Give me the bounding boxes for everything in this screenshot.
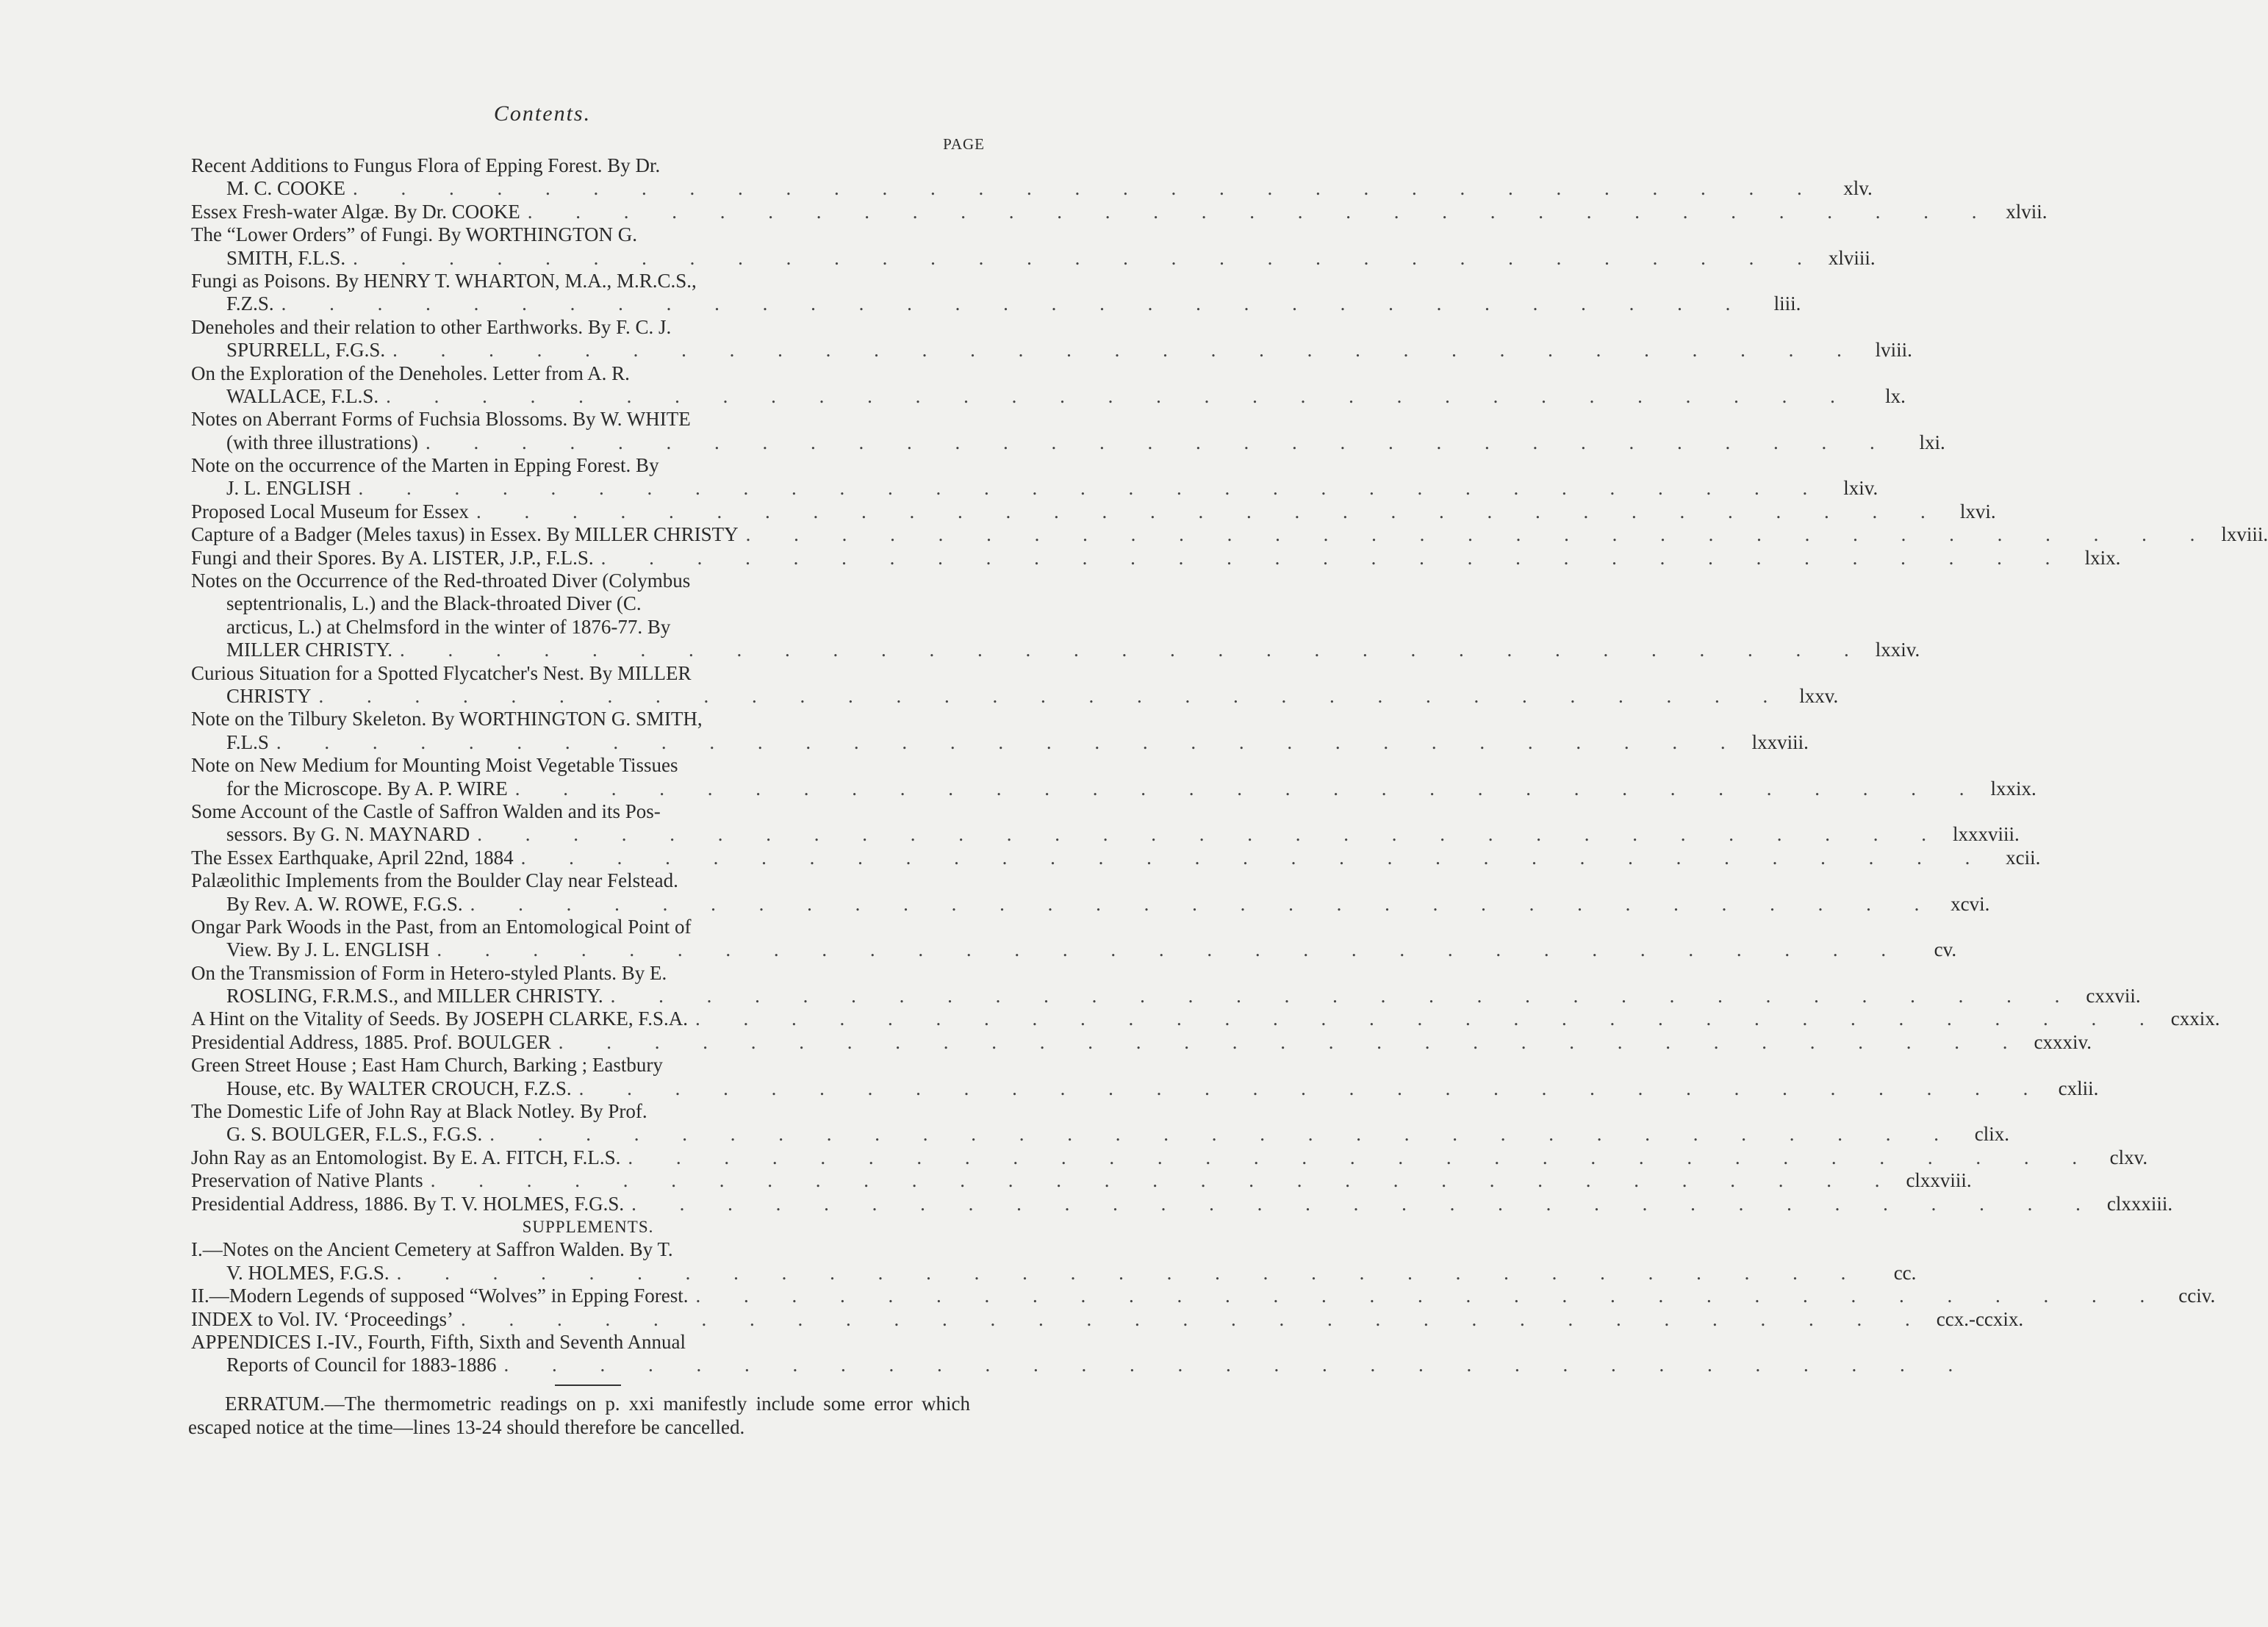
entry-page-number: lxviii. bbox=[2221, 523, 2268, 546]
entry-text: Recent Additions to Fungus Flora of Epping Forest. By Dr. bbox=[191, 154, 661, 176]
toc-line bbox=[191, 223, 985, 246]
toc-line bbox=[191, 616, 985, 639]
entry-text: Preservation of Native Plants bbox=[191, 1169, 423, 1192]
toc-entry bbox=[191, 754, 2036, 800]
entry-text: Deneholes and their relation to other Earthworks. By F. C. J. bbox=[191, 315, 672, 338]
toc-entry bbox=[191, 315, 1912, 362]
dot-leader: . . . . . . . . . . . . . . . . . . . . . . . . . . . . . . . bbox=[392, 339, 1861, 362]
toc-line bbox=[191, 339, 1912, 362]
toc-entry bbox=[191, 1100, 2009, 1146]
contents-entries bbox=[191, 154, 2268, 1215]
dot-leader: . . . . . . . . . . . . . . . . . . . . . . . . . . . . . . . bbox=[477, 823, 1946, 846]
toc-entry bbox=[191, 269, 1801, 316]
supplements-heading: SUPPLEMENTS. bbox=[522, 1217, 654, 1236]
entry-page-number: lxi. bbox=[1919, 431, 1945, 453]
entry-page-number: lxix. bbox=[2084, 546, 2121, 569]
entry-page-number: cc. bbox=[1893, 1261, 1917, 1284]
toc-line bbox=[191, 846, 2041, 869]
toc-line bbox=[191, 869, 985, 892]
toc-line bbox=[191, 292, 1801, 315]
dot-leader: . . . . . . . . . . . . . . . . . . . . . . . . . . . . . . . bbox=[578, 1077, 2048, 1099]
dot-leader: . . . . . . . . . . . . . . . . . . . . . . . . . . . . . . . bbox=[600, 546, 2070, 569]
entry-text: WALLACE, F.L.S. bbox=[226, 384, 379, 407]
entry-page-number: cxxvii. bbox=[2086, 985, 2141, 1008]
toc-entry bbox=[191, 1330, 1973, 1377]
dot-leader: . . . . . . . . . . . . . . . . . . . . . . . . . . . . . . . bbox=[437, 938, 1906, 961]
toc-line bbox=[191, 1354, 1973, 1376]
dot-leader: . . . . . . . . . . . . . . . . . . . . . . . . . . . . . . . bbox=[281, 292, 1750, 315]
toc-entry bbox=[191, 915, 1957, 962]
toc-line bbox=[191, 730, 1809, 754]
toc-line bbox=[191, 1238, 985, 1261]
toc-line bbox=[191, 154, 985, 177]
entry-page-number: xlviii. bbox=[1828, 246, 1876, 269]
entry-text: sessors. By G. N. MAYNARD bbox=[226, 823, 470, 846]
toc-entry bbox=[191, 362, 1906, 409]
dot-leader: . . . . . . . . . . . . . . . . . . . . . . . . . . . . . . . bbox=[318, 684, 1787, 707]
toc-entry bbox=[191, 961, 2141, 1008]
toc-entry bbox=[191, 1307, 2024, 1331]
dot-leader: . . . . . . . . . . . . . . . . . . . . . . . . . . . . . . . bbox=[520, 846, 1989, 869]
dot-leader: . . . . . . . . . . . . . . . . . . . . . . . . . . . . . . . bbox=[353, 177, 1821, 200]
toc-entry bbox=[191, 1146, 2148, 1169]
toc-entry bbox=[191, 200, 2048, 223]
toc-entry bbox=[191, 154, 1873, 201]
toc-line bbox=[191, 892, 1990, 916]
toc-entry bbox=[191, 408, 1945, 454]
entry-page-number: cxxix. bbox=[2170, 1008, 2220, 1030]
entry-text: Presidential Address, 1886. By T. V. HOLMES, F.G.S. bbox=[191, 1192, 625, 1215]
entry-text: House, etc. By WALTER CROUCH, F.Z.S. bbox=[226, 1077, 572, 1099]
entry-text: Notes on the Occurrence of the Red-throated Diver (Colymbus bbox=[191, 570, 691, 592]
entry-text: INDEX to Vol. IV. ‘Proceedings’ bbox=[191, 1307, 453, 1330]
toc-line bbox=[191, 523, 2268, 546]
dot-leader: . . . . . . . . . . . . . . . . . . . . . . . . . . . . . . . bbox=[358, 477, 1827, 500]
dot-leader: . . . . . . . . . . . . . . . . . . . . . . . . . . . . . . . bbox=[430, 1169, 1899, 1192]
dot-leader: . . . . . . . . . . . . . . . . . . . . . . . . . . . . . . . bbox=[631, 1192, 2100, 1215]
page-column-label: PAGE bbox=[943, 135, 985, 153]
entry-text: F.L.S bbox=[226, 730, 269, 753]
entry-text: Proposed Local Museum for Essex bbox=[191, 500, 469, 522]
toc-line bbox=[191, 938, 1957, 961]
dot-leader: . . . . . . . . . . . . . . . . . . . . . . . . . . . . . . . bbox=[514, 777, 1984, 800]
entry-page-number: cciv. bbox=[2178, 1285, 2216, 1307]
entry-page-number: xlvii. bbox=[2006, 200, 2048, 223]
entry-text: (with three illustrations) bbox=[226, 431, 418, 453]
toc-line bbox=[191, 570, 985, 592]
entry-text: The “Lower Orders” of Fungi. By WORTHINGTON G. bbox=[191, 223, 638, 246]
page-heading: Contents. bbox=[493, 101, 592, 126]
entry-text: septentrionalis, L.) and the Black-throated Diver (C. bbox=[226, 592, 642, 615]
toc-line bbox=[191, 916, 985, 938]
toc-entry bbox=[191, 708, 1809, 754]
toc-line bbox=[191, 408, 985, 431]
toc-entry bbox=[191, 570, 1920, 662]
toc-entry bbox=[191, 1192, 2173, 1215]
entry-text: Presidential Address, 1885. Prof. BOULGER bbox=[191, 1030, 551, 1053]
dot-leader: . . . . . . . . . . . . . . . . . . . . . . . . . . . . . . . bbox=[695, 1285, 2164, 1307]
entry-page-number: lxxv. bbox=[1799, 684, 1839, 707]
entry-page-number: liii. bbox=[1773, 292, 1801, 315]
toc-entry bbox=[191, 800, 2020, 847]
toc-line bbox=[191, 454, 985, 477]
toc-line bbox=[191, 200, 2048, 223]
toc-line bbox=[191, 1008, 2220, 1030]
entry-text: Reports of Council for 1883-1886 bbox=[226, 1354, 497, 1376]
toc-entry bbox=[191, 546, 2121, 570]
toc-line bbox=[191, 592, 985, 615]
entry-text: Essex Fresh-water Algæ. By Dr. COOKE bbox=[191, 200, 520, 223]
toc-line bbox=[191, 708, 985, 730]
toc-line bbox=[191, 362, 985, 385]
toc-entry bbox=[191, 500, 1996, 523]
dot-leader: . . . . . . . . . . . . . . . . . . . . . . . . . . . . . . . bbox=[558, 1030, 2027, 1053]
toc-line bbox=[191, 684, 1839, 708]
entry-text: I.—Notes on the Ancient Cemetery at Saffron Walden. By T. bbox=[191, 1238, 673, 1261]
toc-entry bbox=[191, 846, 2041, 869]
toc-line bbox=[191, 500, 1996, 523]
entry-page-number: lxvi. bbox=[1959, 500, 1996, 522]
toc-line bbox=[191, 546, 2121, 570]
entry-text: View. By J. L. ENGLISH bbox=[226, 938, 430, 961]
entry-text: Notes on Aberrant Forms of Fuchsia Blossoms. By W. WHITE bbox=[191, 408, 691, 431]
entry-page-number: lxxiv. bbox=[1875, 639, 1920, 661]
toc-line bbox=[191, 1077, 2099, 1100]
entry-page-number: cxxxiv. bbox=[2034, 1030, 2092, 1053]
toc-line bbox=[191, 1030, 2092, 1054]
entry-page-number: cv. bbox=[1934, 938, 1957, 961]
entry-text: Fungi and their Spores. By A. LISTER, J.P., F.L.S. bbox=[191, 546, 594, 569]
entry-page-number: clix. bbox=[1974, 1123, 2009, 1146]
toc-entry bbox=[191, 869, 1990, 916]
toc-line bbox=[191, 384, 1906, 408]
toc-entry bbox=[191, 454, 1878, 500]
dot-leader: . . . . . . . . . . . . . . . . . . . . . . . . . . . . . . . bbox=[745, 523, 2214, 546]
entry-text: The Essex Earthquake, April 22nd, 1884 bbox=[191, 846, 514, 869]
entry-text: SPURRELL, F.G.S. bbox=[226, 339, 386, 362]
toc-line bbox=[191, 1146, 2148, 1169]
dot-leader: . . . . . . . . . . . . . . . . . . . . . . . . . . . . . . . bbox=[527, 200, 1996, 223]
entry-text: G. S. BOULGER, F.L.S., F.G.S. bbox=[226, 1123, 483, 1146]
entry-text: The Domestic Life of John Ray at Black Notley. By Prof. bbox=[191, 1100, 647, 1123]
dot-leader: . . . . . . . . . . . . . . . . . . . . . . . . . . . . . . . bbox=[400, 639, 1868, 661]
dot-leader: . . . . . . . . . . . . . . . . . . . . . . . . . . . . . . . bbox=[610, 985, 2079, 1008]
dot-leader: . . . . . . . . . . . . . . . . . . . . . . . . . . . . . . . bbox=[386, 384, 1854, 407]
dot-leader: . . . . . . . . . . . . . . . . . . . . . . . . . . . . . . . bbox=[695, 1008, 2164, 1030]
entry-page-number: lxxviii. bbox=[1751, 730, 1809, 753]
toc-line bbox=[191, 777, 2036, 800]
toc-line bbox=[191, 800, 985, 823]
entry-text: APPENDICES I.-IV., Fourth, Fifth, Sixth and Seventh Annual bbox=[191, 1330, 686, 1353]
toc-entry bbox=[191, 661, 1839, 708]
entry-page-number: lx. bbox=[1885, 384, 1906, 407]
entry-text: Palæolithic Implements from the Boulder Clay near Felstead. bbox=[191, 869, 678, 892]
dot-leader: . . . . . . . . . . . . . . . . . . . . . . . . . . . . . . . bbox=[470, 892, 1939, 915]
entry-text: SMITH, F.L.S. bbox=[226, 246, 346, 269]
toc-line bbox=[191, 639, 1920, 661]
entry-text: Note on the Tilbury Skeleton. By WORTHINGTON G. SMITH, bbox=[191, 708, 703, 730]
toc-line bbox=[191, 1331, 985, 1354]
toc-entry bbox=[191, 1030, 2092, 1054]
entry-page-number: lxxxviii. bbox=[1953, 823, 2020, 846]
toc-entry bbox=[191, 223, 1876, 270]
dot-leader: . . . . . . . . . . . . . . . . . . . . . . . . . . . . . . . bbox=[476, 500, 1945, 522]
dot-leader: . . . . . . . . . . . . . . . . . . . . . . . . . . . . . . . bbox=[425, 431, 1894, 453]
toc-line bbox=[191, 1054, 985, 1077]
entry-text: John Ray as an Entomologist. By E. A. FITCH, F.L.S. bbox=[191, 1146, 621, 1168]
entry-text: By Rev. A. W. ROWE, F.G.S. bbox=[226, 892, 463, 915]
toc-entry bbox=[191, 1238, 1917, 1285]
entry-text: Fungi as Poisons. By HENRY T. WHARTON, M.A., M.R.C.S., bbox=[191, 269, 697, 292]
dot-leader: . . . . . . . . . . . . . . . . . . . . . . . . . . . . . . . bbox=[276, 730, 1745, 753]
entry-text: Note on the occurrence of the Marten in Epping Forest. By bbox=[191, 454, 659, 477]
entry-text: Curious Situation for a Spotted Flycatcher's Nest. By MILLER bbox=[191, 661, 692, 684]
dot-leader: . . . . . . . . . . . . . . . . . . . . . . . . . . . . . . . bbox=[628, 1146, 2097, 1168]
toc-line bbox=[191, 962, 985, 985]
entry-text: for the Microscope. By A. P. WIRE bbox=[226, 777, 508, 800]
entry-text: Green Street House ; East Ham Church, Barking ; Eastbury bbox=[191, 1054, 663, 1077]
entry-page-number: clxxxiii. bbox=[2106, 1192, 2173, 1215]
toc-entry bbox=[191, 1054, 2099, 1100]
toc-line bbox=[191, 1285, 2216, 1307]
toc-line bbox=[191, 754, 985, 777]
entry-text: Note on New Medium for Mounting Moist Vegetable Tissues bbox=[191, 754, 678, 777]
dot-leader: . . . . . . . . . . . . . . . . . . . . . . . . . . . . . . . bbox=[460, 1307, 1929, 1330]
toc-line bbox=[191, 823, 2020, 846]
entry-text: II.—Modern Legends of supposed “Wolves” in Epping Forest. bbox=[191, 1285, 689, 1307]
toc-line bbox=[191, 1307, 2024, 1331]
entry-text: Capture of a Badger (Meles taxus) in Essex. By MILLER CHRISTY bbox=[191, 523, 739, 546]
toc-line bbox=[191, 431, 1945, 454]
toc-line bbox=[191, 477, 1878, 500]
toc-line bbox=[191, 1261, 1917, 1285]
toc-line bbox=[191, 1123, 2009, 1146]
entry-text: A Hint on the Vitality of Seeds. By JOSEPH CLARKE, F.S.A. bbox=[191, 1008, 689, 1030]
entry-text: ROSLING, F.R.M.S., and MILLER CHRISTY. bbox=[226, 985, 603, 1008]
entry-page-number: clxxviii. bbox=[1906, 1169, 1972, 1192]
entry-page-number: clxv. bbox=[2109, 1146, 2148, 1168]
toc-entry bbox=[191, 1169, 1972, 1192]
entry-text: M. C. COOKE bbox=[226, 177, 346, 200]
table-of-contents bbox=[188, 154, 2268, 1439]
entry-page-number: xlv. bbox=[1843, 177, 1873, 200]
toc-line bbox=[191, 177, 1873, 200]
toc-line bbox=[191, 316, 985, 339]
entry-page-number: xcii. bbox=[2006, 846, 2041, 869]
toc-line bbox=[191, 246, 1876, 270]
erratum-note: ERRATUM.—The thermometric readings on p. xxi manifestly include some error which escaped notice at the time—lines 13-24 should therefore be cancelled. bbox=[188, 1392, 970, 1438]
dot-leader: . . . . . . . . . . . . . . . . . . . . . . . . . . . . . . . bbox=[489, 1123, 1958, 1146]
entry-page-number: lxxix. bbox=[1990, 777, 2036, 800]
entry-page-number: ccx.-ccxix. bbox=[1936, 1307, 2024, 1330]
supplements-entries bbox=[191, 1238, 2216, 1376]
entry-text: CHRISTY bbox=[226, 684, 312, 707]
entry-text: V. HOLMES, F.G.S. bbox=[226, 1261, 390, 1284]
entry-page-number: lviii. bbox=[1875, 339, 1912, 362]
entry-text: J. L. ENGLISH bbox=[226, 477, 351, 500]
entry-text: On the Exploration of the Deneholes. Letter from A. R. bbox=[191, 362, 630, 384]
toc-entry bbox=[191, 1285, 2216, 1307]
entry-text: Some Account of the Castle of Saffron Walden and its Pos- bbox=[191, 800, 661, 822]
toc-line bbox=[191, 662, 985, 685]
divider-rule bbox=[555, 1384, 621, 1386]
entry-page-number: cxlii. bbox=[2058, 1077, 2099, 1099]
entry-text: Ongar Park Woods in the Past, from an Entomological Point of bbox=[191, 915, 692, 938]
entry-page-number: lxiv. bbox=[1843, 477, 1878, 500]
toc-line bbox=[191, 270, 985, 292]
toc-entry bbox=[191, 523, 2268, 546]
toc-entry bbox=[191, 1008, 2220, 1030]
toc-line bbox=[191, 1192, 2173, 1215]
dot-leader: . . . . . . . . . . . . . . . . . . . . . . . . . . . . . . . bbox=[353, 246, 1821, 269]
entry-page-number: xcvi. bbox=[1951, 892, 1990, 915]
entry-text: MILLER CHRISTY. bbox=[226, 639, 393, 661]
entry-text: arcticus, L.) at Chelmsford in the winter of 1876-77. By bbox=[226, 615, 671, 638]
dot-leader: . . . . . . . . . . . . . . . . . . . . . . . . . . . . . . . bbox=[396, 1261, 1865, 1284]
toc-line bbox=[191, 1169, 1972, 1192]
entry-text: On the Transmission of Form in Hetero-styled Plants. By E. bbox=[191, 961, 667, 984]
toc-line bbox=[191, 985, 2141, 1008]
dot-leader: . . . . . . . . . . . . . . . . . . . . . . . . . . . . . . . bbox=[503, 1354, 1973, 1376]
toc-line bbox=[191, 1100, 985, 1123]
entry-text: F.Z.S. bbox=[226, 292, 274, 315]
